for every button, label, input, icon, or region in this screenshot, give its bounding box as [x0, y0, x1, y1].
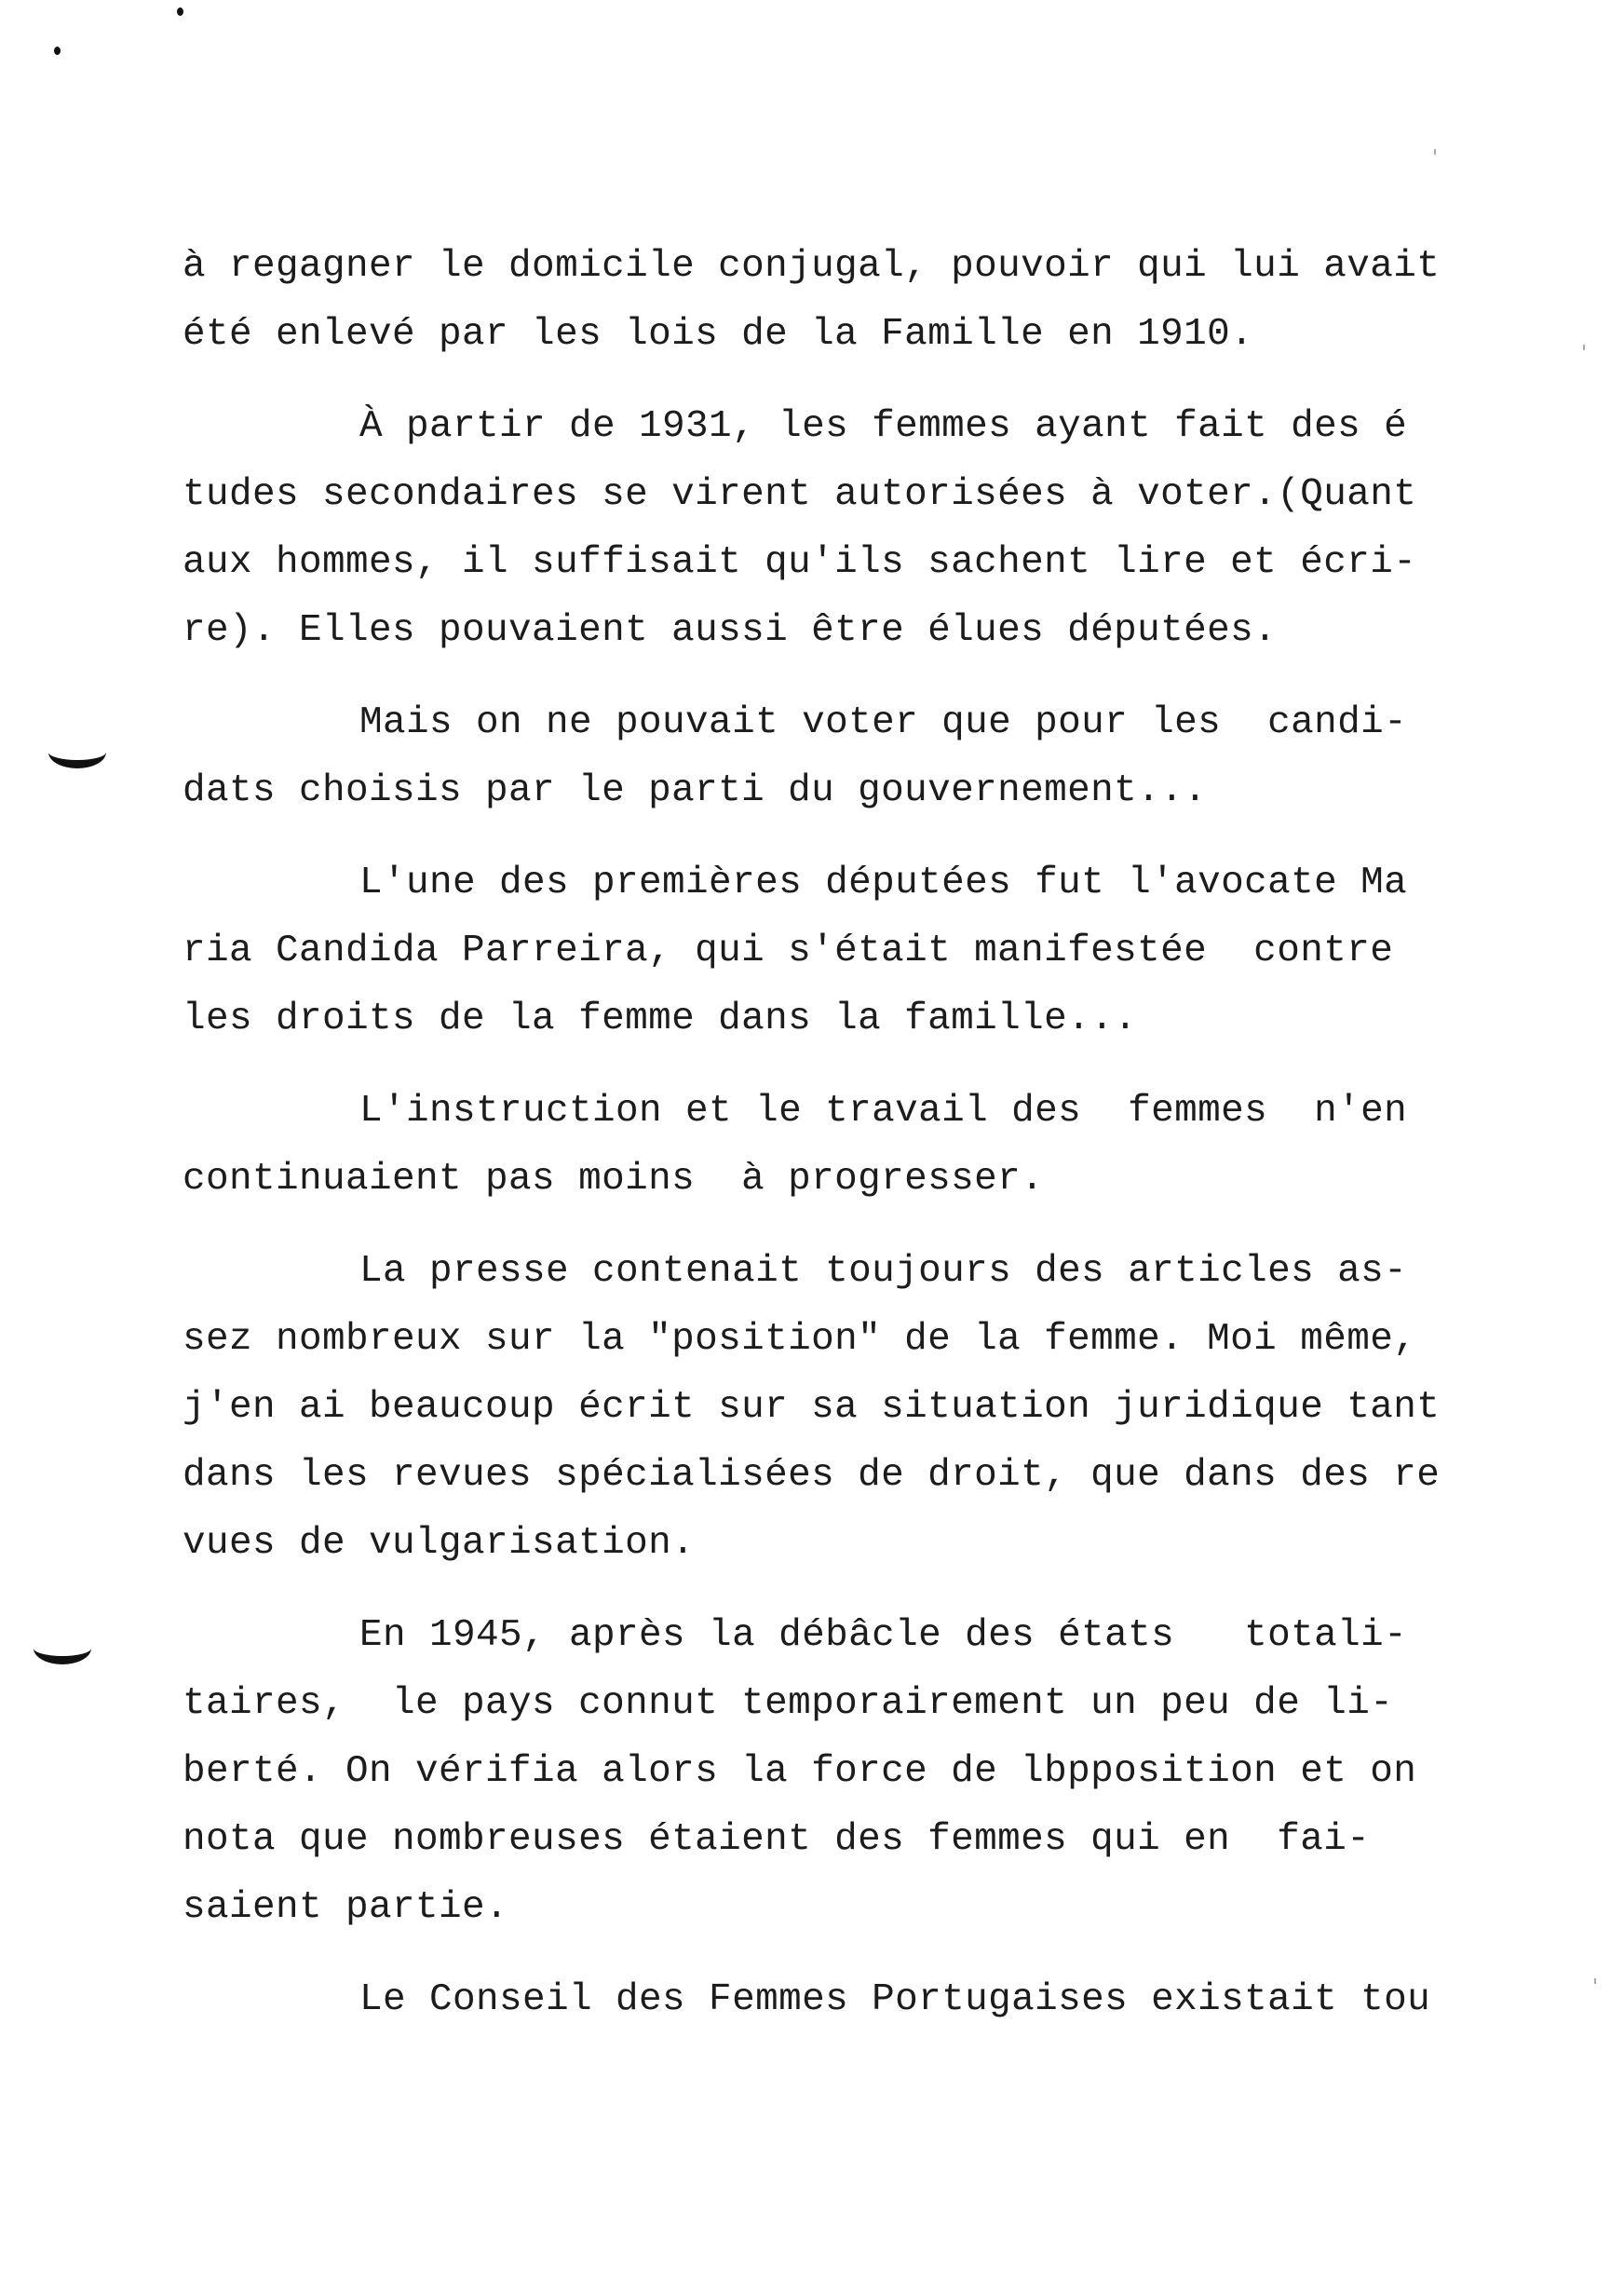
text-line: ria Candida Parreira, qui s'était manifestée contre [183, 930, 1394, 972]
text-line: aux hommes, il suffisait qu'ils sachent lire et écri- [183, 541, 1417, 584]
paragraph [183, 849, 1468, 1053]
text-line: les droits de la femme dans la famille... [183, 998, 1138, 1040]
text-line: tudes secondaires se virent autorisées à voter.(Quant [183, 473, 1417, 516]
text-line: sez nombreux sur la "position" de la femme. Moi même, [183, 1318, 1417, 1361]
paragraph [183, 233, 1468, 369]
punch-hole-mark [34, 1632, 91, 1664]
scan-speck [1434, 149, 1436, 155]
text-line: taires, le pays connut temporairement un peu de li- [183, 1682, 1394, 1725]
text-line: j'en ai beaucoup écrit sur sa situation juridique tant [183, 1386, 1441, 1429]
text-line: Mais on ne pouvait voter que pour les candi- [359, 701, 1408, 744]
paragraph [183, 393, 1468, 665]
text-line: L'instruction et le travail des femmes n'en [359, 1090, 1408, 1133]
paragraph [183, 1966, 1468, 2034]
scan-speck [54, 47, 61, 55]
paragraph [183, 1238, 1468, 1578]
text-line: La presse contenait toujours des articles as- [359, 1250, 1408, 1293]
text-line: vues de vulgarisation. [183, 1522, 696, 1565]
document-body [183, 233, 1468, 2058]
text-line: dans les revues spécialisées de droit, que dans des re [183, 1454, 1441, 1497]
punch-hole-mark [48, 736, 106, 768]
text-line: re). Elles pouvaient aussi être élues députées. [183, 609, 1278, 652]
paragraph [183, 689, 1468, 825]
text-line: à regagner le domicile conjugal, pouvoir qui lui avait [183, 245, 1441, 288]
text-line: saient partie. [183, 1886, 509, 1929]
scan-speck [1583, 345, 1585, 350]
text-line: dats choisis par le parti du gouvernement... [183, 769, 1208, 812]
scan-speck [177, 7, 183, 16]
text-line: À partir de 1931, les femmes ayant fait des é [359, 405, 1408, 448]
scan-speck [1594, 1978, 1596, 1984]
paragraph [183, 1602, 1468, 1942]
text-line: En 1945, après la débâcle des états totali- [359, 1614, 1408, 1657]
text-line: continuaient pas moins à progresser. [183, 1158, 1045, 1201]
text-line: été enlevé par les lois de la Famille en 1910. [183, 313, 1254, 356]
text-line: berté. On vérifia alors la force de lbpposition et on [183, 1750, 1417, 1793]
text-line: Le Conseil des Femmes Portugaises existait tou [359, 1978, 1431, 2021]
text-line: nota que nombreuses étaient des femmes qui en fai- [183, 1818, 1371, 1861]
paragraph [183, 1078, 1468, 1214]
text-line: L'une des premières députées fut l'avocate Ma [359, 862, 1408, 904]
